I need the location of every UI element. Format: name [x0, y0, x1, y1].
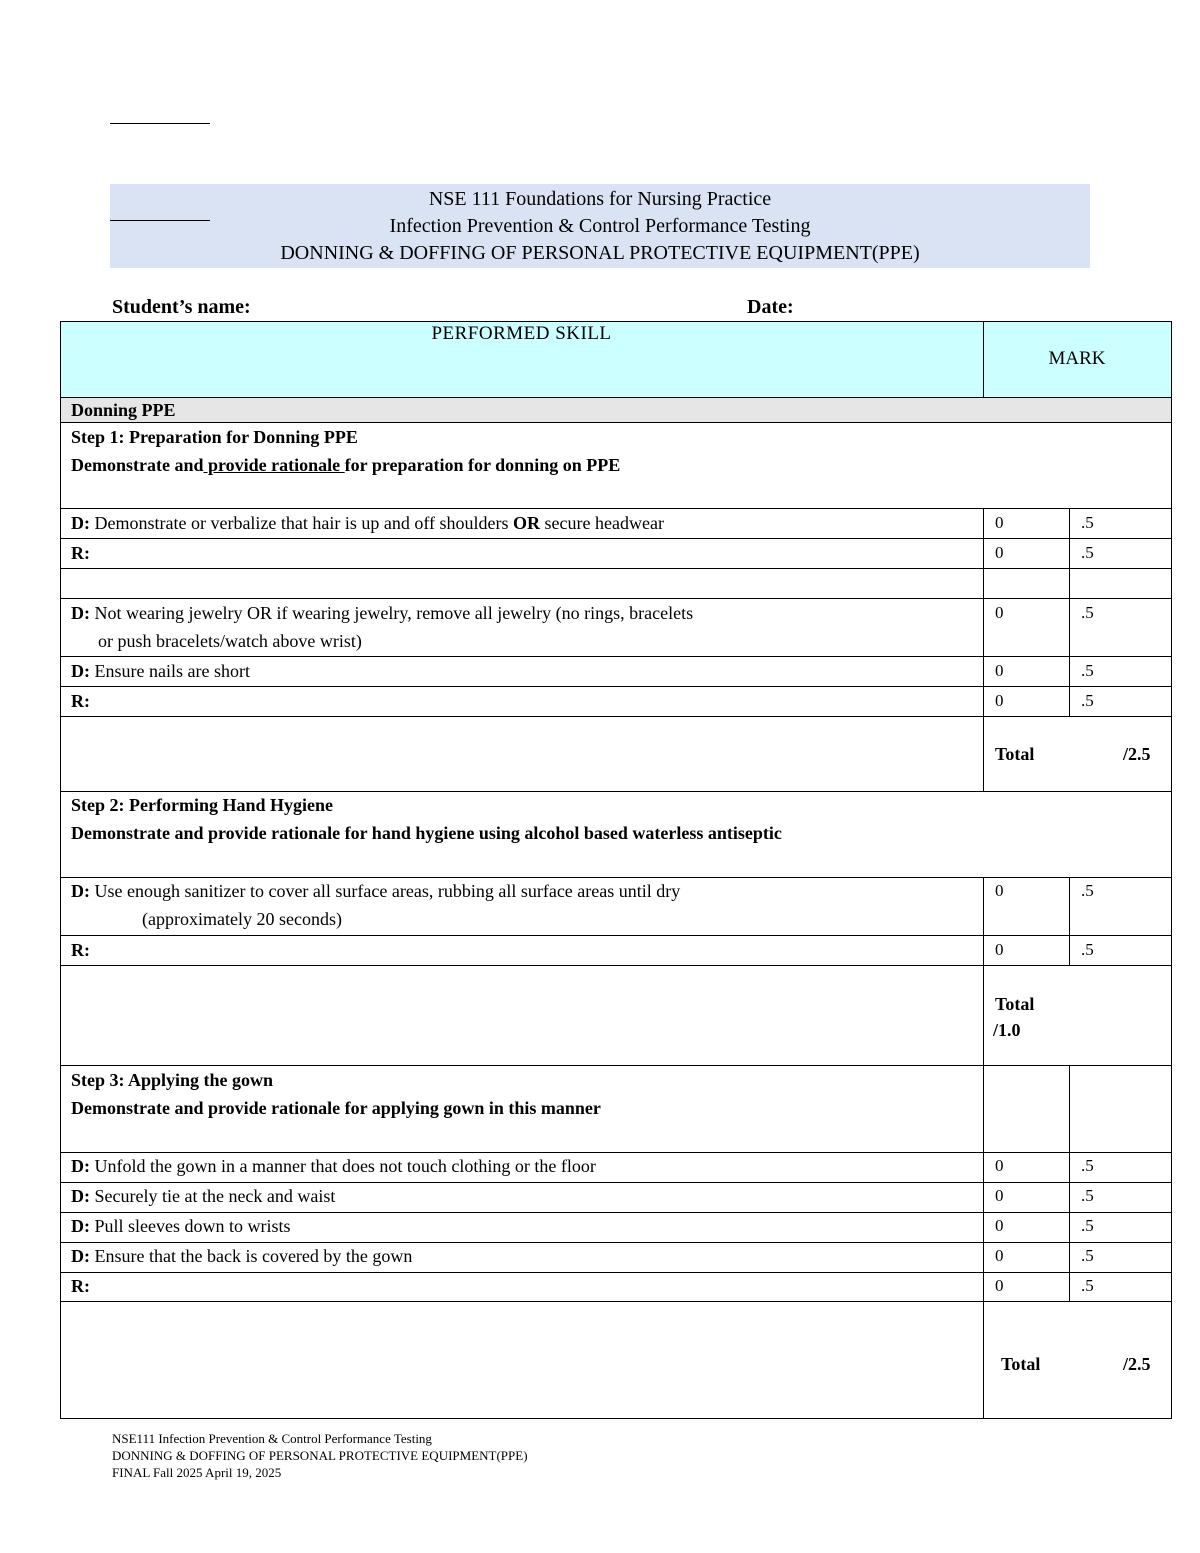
mark-zero[interactable]: 0: [995, 543, 1004, 562]
grid-line: [60, 1418, 1172, 1419]
mark-zero[interactable]: 0: [995, 513, 1004, 532]
mark-half[interactable]: .5: [1081, 881, 1094, 900]
mark-half[interactable]: .5: [1081, 1276, 1094, 1295]
footer-line-1: NSE111 Infection Prevention & Control Performance Testing: [112, 1431, 432, 1446]
section-row: [60, 397, 1171, 422]
page-footer: [112, 1430, 528, 1481]
step1-instruction: Demonstrate and provide rationale for preparation for donning on PPE: [71, 455, 621, 475]
band-rule: [110, 220, 210, 221]
grid-line: [1171, 321, 1172, 1419]
mark-half[interactable]: .5: [1081, 1156, 1094, 1175]
performed-skill-header: PERFORMED SKILL: [431, 323, 612, 344]
grid-line: [60, 1272, 1172, 1273]
table-row: D: Use enough sanitizer to cover all surface areas, rubbing all surface areas until dry: [71, 881, 681, 901]
mark-zero[interactable]: 0: [995, 1186, 1004, 1205]
grid-line: [60, 686, 1172, 687]
mark-half[interactable]: .5: [1081, 543, 1094, 562]
table-row: D: Securely tie at the neck and waist: [71, 1186, 336, 1206]
mark-half[interactable]: .5: [1081, 513, 1094, 532]
grid-line: [1069, 877, 1070, 965]
step1-total-value: /2.5: [1123, 744, 1151, 764]
mark-half[interactable]: .5: [1081, 691, 1094, 710]
document-header: [110, 184, 1090, 268]
mark-zero[interactable]: 0: [995, 940, 1004, 959]
step3-total-value: /2.5: [1123, 1354, 1151, 1374]
mark-zero[interactable]: 0: [995, 661, 1004, 680]
mark-half[interactable]: .5: [1081, 661, 1094, 680]
grid-line: [60, 716, 1172, 717]
step2-instruction: Demonstrate and provide rationale for hand hygiene using alcohol based waterless antiseptic: [71, 823, 782, 843]
step3-title: Step 3: Applying the gown: [71, 1070, 274, 1090]
table-row: D: Not wearing jewelry OR if wearing jewelry, remove all jewelry (no rings, bracelets: [71, 603, 694, 623]
student-name-label: Student’s name:: [112, 296, 251, 318]
procedure-title: DONNING & DOFFING OF PERSONAL PROTECTIVE EQUIPMENT(PPE): [280, 242, 920, 264]
footer-line-2: DONNING & DOFFING OF PERSONAL PROTECTIVE EQUIPMENT(PPE): [112, 1448, 528, 1463]
table-row: D: Ensure that the back is covered by the gown: [71, 1246, 413, 1266]
grid-line: [60, 321, 1172, 322]
grid-line: [1069, 1065, 1070, 1301]
step3-total-label: Total: [1001, 1354, 1041, 1374]
mark-half[interactable]: .5: [1081, 1246, 1094, 1265]
mark-half[interactable]: .5: [1081, 940, 1094, 959]
mark-zero[interactable]: 0: [995, 1246, 1004, 1265]
step2-total-label: Total: [995, 994, 1035, 1014]
grid-line: [60, 321, 61, 1419]
mark-zero[interactable]: 0: [995, 603, 1004, 622]
grid-line: [60, 397, 1172, 398]
mark-header: MARK: [1048, 348, 1106, 369]
table-row: R:: [71, 691, 90, 711]
grid-line: [60, 1301, 1172, 1302]
mark-half[interactable]: .5: [1081, 1186, 1094, 1205]
table-row: D: Pull sleeves down to wrists: [71, 1216, 291, 1236]
grid-line: [1069, 508, 1070, 716]
footer-line-3: FINAL Fall 2025 April 19, 2025: [112, 1465, 282, 1480]
table-row: D: Unfold the gown in a manner that does not touch clothing or the floor: [71, 1156, 596, 1176]
section-donning-ppe: Donning PPE: [71, 400, 176, 420]
table-row: R:: [71, 1276, 90, 1296]
grid-line: [60, 538, 1172, 539]
testing-title: Infection Prevention & Control Performance Testing: [389, 215, 811, 237]
grid-line: [60, 965, 1172, 966]
mark-zero[interactable]: 0: [995, 691, 1004, 710]
table-row-continuation: (approximately 20 seconds): [142, 909, 342, 929]
table-row: R:: [71, 543, 90, 563]
table-row: D: Ensure nails are short: [71, 661, 250, 681]
grid-line: [983, 508, 984, 791]
grid-line: [983, 877, 984, 1065]
mark-zero[interactable]: 0: [995, 1216, 1004, 1235]
step1-title: Step 1: Preparation for Donning PPE: [71, 427, 358, 447]
mark-half[interactable]: .5: [1081, 1216, 1094, 1235]
step2-title: Step 2: Performing Hand Hygiene: [71, 795, 333, 815]
grid-line: [983, 321, 984, 397]
grid-line: [983, 1065, 984, 1419]
grid-line: [60, 935, 1172, 936]
mark-zero[interactable]: 0: [995, 1276, 1004, 1295]
mark-zero[interactable]: 0: [995, 881, 1004, 900]
table-row: R:: [71, 940, 90, 960]
step2-total-value: /1.0: [993, 1020, 1021, 1040]
course-title: NSE 111 Foundations for Nursing Practice: [428, 188, 772, 210]
date-label: Date:: [747, 296, 794, 318]
table-row: D: Demonstrate or verbalize that hair is up and off shoulders OR secure headwear: [71, 513, 664, 533]
step3-instruction: Demonstrate and provide rationale for applying gown in this manner: [71, 1098, 601, 1118]
step1-total-label: Total: [995, 744, 1035, 764]
grid-line: [60, 568, 1172, 569]
top-rule: [110, 123, 210, 124]
mark-half[interactable]: .5: [1081, 603, 1094, 622]
mark-zero[interactable]: 0: [995, 1156, 1004, 1175]
table-row-continuation: or push bracelets/watch above wrist): [98, 631, 362, 651]
